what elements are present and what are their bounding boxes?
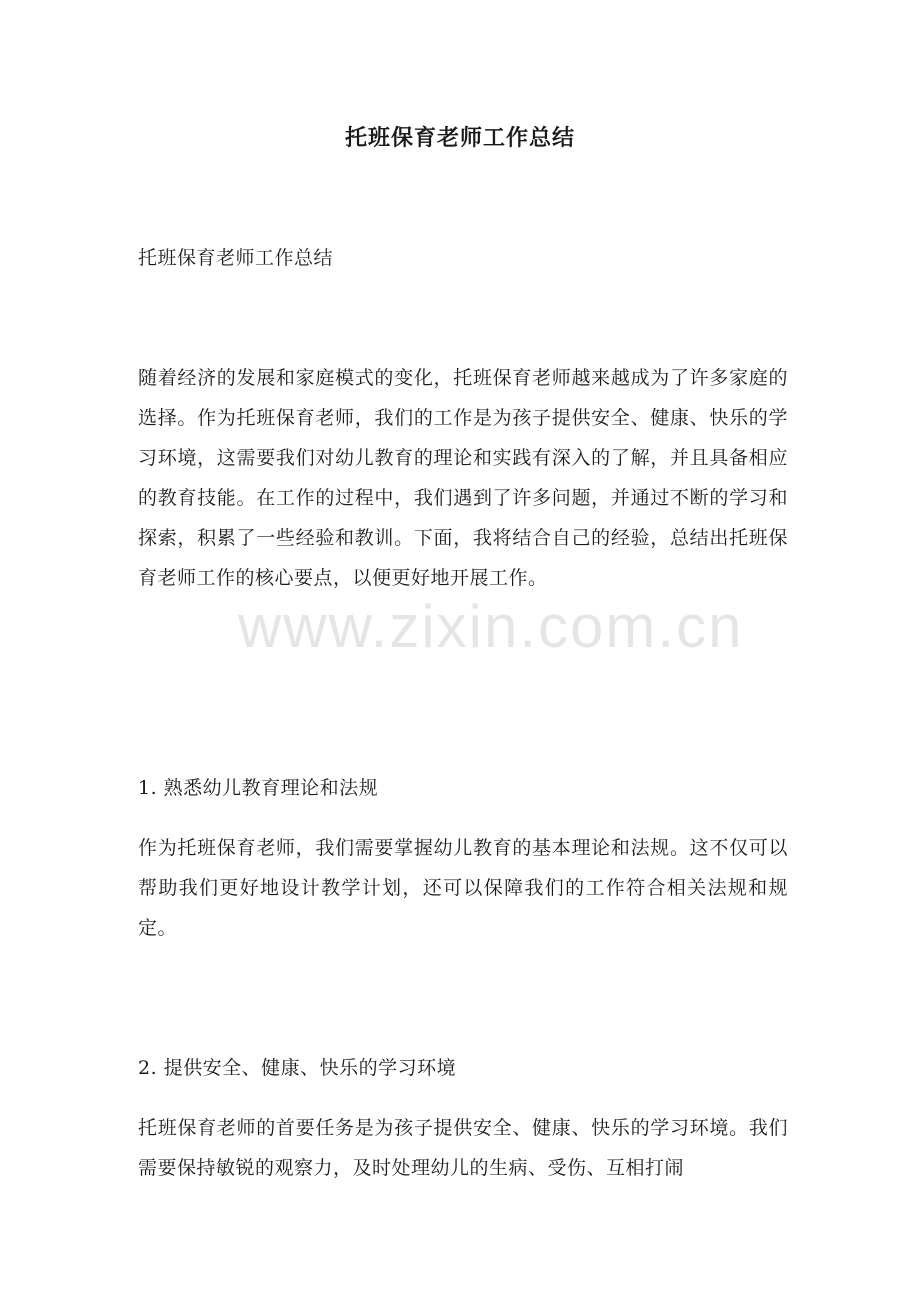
section-1-body: 作为托班保育老师，我们需要掌握幼儿教育的基本理论和法规。这不仅可以帮助我们更好地设计教学计划，还可以保障我们的工作符合相关法规和规定。 (138, 837, 788, 939)
section-2-body: 托班保育老师的首要任务是为孩子提供安全、健康、快乐的学习环境。我们需要保持敏锐的观察力，及时处理幼儿的生病、受伤、互相打闹 (138, 1117, 788, 1179)
document-subtitle: 托班保育老师工作总结 (138, 247, 334, 269)
section-1-heading: 1. 熟悉幼儿教育理论和法规 (138, 777, 379, 799)
watermark: www.zixin.com.cn (238, 593, 744, 660)
intro-paragraph: 随着经济的发展和家庭模式的变化，托班保育老师越来越成为了许多家庭的选择。作为托班保育老师，我们的工作是为孩子提供安全、健康、快乐的学习环境，这需要我们对幼儿教育的理论和实践有深入的了解，并且具备相应的教育技能。在工作的过程中，我们遇到了许多问题，并通过不断的学习和探索，积累了一些经验和教训。下面，我将结合自己的经验，总结出托班保育老师工作的核心要点，以便更好地开展工作。 (138, 367, 788, 589)
document-title: 托班保育老师工作总结 (344, 125, 575, 151)
section-2-heading: 2. 提供安全、健康、快乐的学习环境 (138, 1057, 457, 1079)
